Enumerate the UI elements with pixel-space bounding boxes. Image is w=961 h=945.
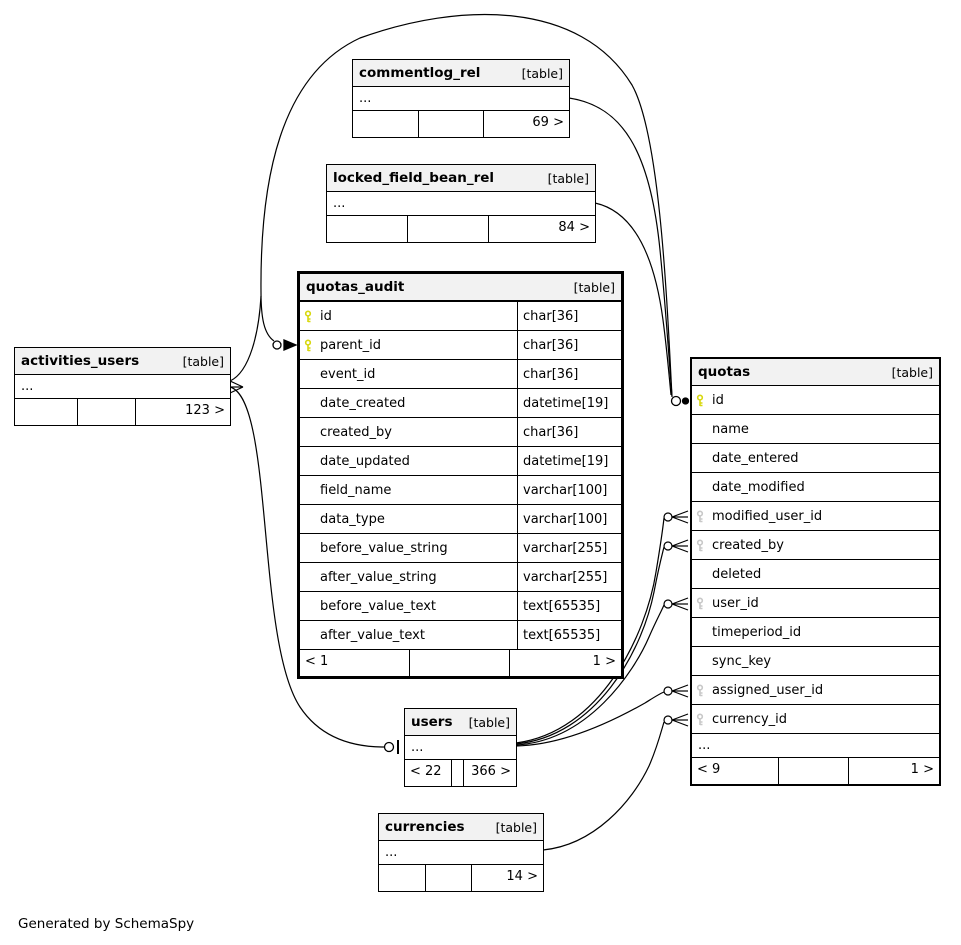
table-quotas-audit[interactable] [297,271,624,679]
table-locked-field-bean-rel[interactable] [326,164,596,243]
table-users[interactable] [404,708,517,787]
primary-key-icon [692,394,712,407]
column-type: datetime[19] [517,447,621,475]
table-footer [353,111,569,137]
table-title[interactable]: locked_field_bean_rel [333,170,495,186]
table-tag: [table] [891,364,933,380]
column-row-after_value_text[interactable] [300,621,621,650]
table-footer [300,650,621,676]
column-type: char[36] [517,302,621,330]
column-row-user_id[interactable] [692,589,939,618]
table-tag: [table] [182,353,224,369]
column-rows [300,302,621,650]
table-header [15,348,230,375]
column-row-date_entered[interactable] [692,444,939,473]
column-type: text[65535] [517,592,621,620]
column-row-created_by[interactable] [300,418,621,447]
footer-cell [409,650,509,676]
rel-currencies-to-quotas-currency-id [543,722,664,850]
zero-one-connector-icon [664,600,672,608]
foreign-key-icon [692,539,712,552]
column-name: parent_id [320,337,381,353]
column-name: before_value_string [320,540,448,556]
footer-cell: 1 > [509,650,621,676]
fk-connectors [664,511,688,726]
column-type: char[36] [517,331,621,359]
table-title[interactable]: users [411,714,453,730]
column-row-before_value_string[interactable] [300,534,621,563]
column-name: before_value_text [320,598,437,614]
column-row-assigned_user_id[interactable] [692,676,939,705]
table-title[interactable]: quotas_audit [306,279,405,295]
column-row-date_modified[interactable] [692,473,939,502]
column-name: id [712,392,724,408]
column-row-event_id[interactable] [300,360,621,389]
column-name: after_value_text [320,627,425,643]
crows-foot-icon [672,714,688,726]
dot-connector-icon [683,398,689,404]
table-footer [405,760,516,786]
foreign-key-icon [692,684,712,697]
column-name: created_by [320,424,392,440]
columns-ellipsis: ... [405,736,516,760]
columns-ellipsis: ... [692,734,939,758]
table-header [405,709,516,736]
column-type: char[36] [517,418,621,446]
column-name: deleted [712,566,762,582]
column-name: field_name [320,482,392,498]
zero-one-connector-icon [664,513,672,521]
footer-cell: 123 > [135,399,230,425]
column-name: modified_user_id [712,508,823,524]
foreign-key-icon [692,713,712,726]
column-rows [692,386,939,734]
footer-cell: 84 > [488,216,595,242]
generated-by-note: Generated by SchemaSpy [18,916,195,932]
table-footer [692,758,939,784]
table-tag: [table] [468,714,510,730]
column-row-before_value_text[interactable] [300,592,621,621]
column-row-id[interactable] [692,386,939,415]
footer-cell: 366 > [463,760,516,786]
column-type: char[36] [517,360,621,388]
column-type: varchar[100] [517,505,621,533]
footer-cell: < 1 [305,654,329,669]
table-title[interactable]: quotas [698,364,751,380]
table-header [300,274,621,302]
zero-one-connector-icon [664,542,672,550]
footer-cell: < 9 [697,762,721,777]
table-footer [379,865,543,891]
footer-cell [451,760,463,786]
column-name: date_created [320,395,406,411]
footer-cell [425,865,471,891]
columns-ellipsis: ... [379,841,543,865]
table-tag: [table] [547,170,589,186]
footer-cell [407,216,487,242]
footer-cell: < 22 [410,764,442,779]
column-row-modified_user_id[interactable] [692,502,939,531]
table-footer [15,399,230,425]
column-row-date_created[interactable] [300,389,621,418]
footer-cell [77,399,135,425]
footer-cell [327,216,407,242]
zero-one-connector-icon [273,341,281,349]
column-type: varchar[100] [517,476,621,504]
column-name: user_id [712,595,759,611]
column-name: sync_key [712,653,772,669]
columns-ellipsis: ... [327,192,595,216]
column-row-sync_key[interactable] [692,647,939,676]
column-name: date_modified [712,479,805,495]
column-name: id [320,308,332,324]
table-tag: [table] [573,279,615,295]
primary-key-icon [300,310,320,323]
crows-foot-icon [672,511,688,523]
column-row-parent_id[interactable] [300,331,621,360]
rel-branch-activities-users [230,296,261,381]
primary-key-icon [300,339,320,352]
column-row-name[interactable] [692,415,939,444]
column-type: varchar[255] [517,534,621,562]
footer-cell [418,111,483,137]
column-row-field_name[interactable] [300,476,621,505]
table-title[interactable]: currencies [385,819,465,835]
footer-cell: 14 > [471,865,543,891]
column-name: created_by [712,537,784,553]
footer-cell [778,758,847,784]
arrowhead-icon [284,340,296,350]
crows-foot-icon [672,540,688,552]
column-name: data_type [320,511,385,527]
column-type: varchar[255] [517,563,621,591]
table-title[interactable]: commentlog_rel [359,65,481,81]
column-name: date_updated [320,453,410,469]
footer-cell [353,111,418,137]
table-title[interactable]: activities_users [21,353,140,369]
zero-one-connector-icon [385,743,394,752]
columns-ellipsis: ... [15,375,230,399]
table-header [353,60,569,87]
column-name: name [712,421,749,437]
table-tag: [table] [521,65,563,81]
zero-one-connector-icon [664,716,672,724]
foreign-key-icon [692,510,712,523]
footer-cell [15,399,77,425]
column-name: event_id [320,366,376,382]
table-tag: [table] [495,819,537,835]
crows-foot-icon [672,685,688,697]
table-activities-users[interactable] [14,347,231,426]
footer-cell: 69 > [483,111,569,137]
crows-foot-icon [672,598,688,610]
column-type: text[65535] [517,621,621,649]
table-header [379,814,543,841]
table-commentlog-rel[interactable] [352,59,570,138]
columns-ellipsis: ... [353,87,569,111]
column-name: date_entered [712,450,799,466]
table-currencies[interactable] [378,813,544,892]
table-header [692,359,939,386]
column-row-after_value_string[interactable] [300,563,621,592]
foreign-key-icon [692,597,712,610]
footer-cell [379,865,425,891]
zero-one-connector-icon [672,397,681,406]
column-row-created_by[interactable] [692,531,939,560]
column-row-id[interactable] [300,302,621,331]
column-name: currency_id [712,711,788,727]
column-row-currency_id[interactable] [692,705,939,734]
column-row-data_type[interactable] [300,505,621,534]
table-footer [327,216,595,242]
footer-cell: 1 > [848,758,939,784]
column-type: datetime[19] [517,389,621,417]
table-quotas[interactable] [690,357,941,786]
column-name: assigned_user_id [712,682,824,698]
column-name: timeperiod_id [712,624,802,640]
table-header [327,165,595,192]
column-row-timeperiod_id[interactable] [692,618,939,647]
column-name: after_value_string [320,569,437,585]
zero-one-connector-icon [664,687,672,695]
column-row-deleted[interactable] [692,560,939,589]
column-row-date_updated[interactable] [300,447,621,476]
